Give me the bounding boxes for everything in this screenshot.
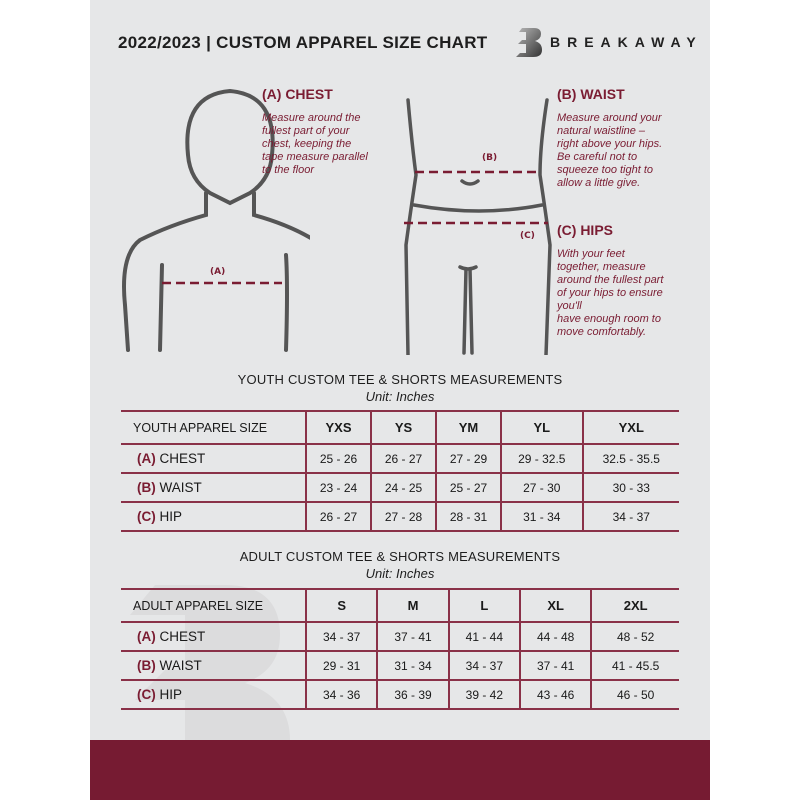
breakaway-logo-icon bbox=[514, 25, 544, 59]
table-cell: 37 - 41 bbox=[520, 651, 591, 680]
table-cell: 34 - 37 bbox=[583, 502, 679, 531]
adult-size-table bbox=[121, 588, 679, 710]
size-column-header: 2XL bbox=[591, 589, 679, 622]
adult-unit: Unit: Inches bbox=[365, 566, 435, 581]
size-column-header: YL bbox=[501, 411, 583, 444]
page-title: 2022/2023 | CUSTOM APPAREL SIZE CHART bbox=[118, 33, 488, 52]
table-cell: 43 - 46 bbox=[520, 680, 591, 709]
youth-unit: Unit: Inches bbox=[365, 389, 435, 404]
measurement-name: HIP bbox=[159, 687, 183, 702]
table-row bbox=[121, 444, 679, 473]
table-cell: 28 - 31 bbox=[436, 502, 501, 531]
waist-heading: (B) WAIST bbox=[557, 86, 625, 102]
table-row bbox=[121, 680, 679, 709]
measurement-name: CHEST bbox=[159, 451, 206, 466]
table-cell: 46 - 50 bbox=[591, 680, 679, 709]
measurement-code: (A) bbox=[137, 451, 156, 466]
size-chart-page bbox=[90, 0, 710, 800]
lower-body-figure bbox=[390, 95, 555, 355]
table-row bbox=[121, 502, 679, 531]
measurement-label bbox=[121, 473, 306, 502]
measurement-label bbox=[121, 502, 306, 531]
brand-name: BREAKAWAY bbox=[550, 34, 703, 50]
table-cell: 23 - 24 bbox=[306, 473, 371, 502]
table-cell: 36 - 39 bbox=[377, 680, 448, 709]
table-cell: 41 - 45.5 bbox=[591, 651, 679, 680]
table-cell: 48 - 52 bbox=[591, 622, 679, 651]
measurement-name: CHEST bbox=[159, 629, 206, 644]
size-column-header: XL bbox=[520, 589, 591, 622]
size-column-header: YXS bbox=[306, 411, 371, 444]
measurement-code: (A) bbox=[137, 629, 156, 644]
table-cell: 34 - 37 bbox=[449, 651, 520, 680]
hips-heading: (C) HIPS bbox=[557, 222, 613, 238]
size-column-header: S bbox=[306, 589, 377, 622]
size-header: ADULT APPAREL SIZE bbox=[121, 589, 306, 622]
waist-marker-label: (B) bbox=[482, 153, 498, 163]
measurement-code: (B) bbox=[137, 480, 156, 495]
table-row bbox=[121, 651, 679, 680]
size-column-header: L bbox=[449, 589, 520, 622]
chest-description: Measure around the fullest part of your chest, keeping the tape measure parallel to the floor bbox=[262, 112, 368, 176]
table-cell: 25 - 26 bbox=[306, 444, 371, 473]
table-cell: 44 - 48 bbox=[520, 622, 591, 651]
measurement-name: WAIST bbox=[159, 480, 202, 495]
size-column-header: YXL bbox=[583, 411, 679, 444]
table-cell: 27 - 29 bbox=[436, 444, 501, 473]
measurement-label bbox=[121, 444, 306, 473]
table-cell: 27 - 28 bbox=[371, 502, 436, 531]
table-header-row bbox=[121, 411, 679, 444]
table-cell: 41 - 44 bbox=[449, 622, 520, 651]
table-cell: 31 - 34 bbox=[501, 502, 583, 531]
size-header: YOUTH APPAREL SIZE bbox=[121, 411, 306, 444]
measurement-label bbox=[121, 680, 306, 709]
table-cell: 24 - 25 bbox=[371, 473, 436, 502]
table-cell: 37 - 41 bbox=[377, 622, 448, 651]
table-row bbox=[121, 622, 679, 651]
table-cell: 34 - 37 bbox=[306, 622, 377, 651]
measurement-name: WAIST bbox=[159, 658, 202, 673]
table-cell: 25 - 27 bbox=[436, 473, 501, 502]
measurement-label bbox=[121, 651, 306, 680]
chest-marker-label: (A) bbox=[210, 267, 226, 277]
youth-size-table bbox=[121, 410, 679, 532]
table-cell: 30 - 33 bbox=[583, 473, 679, 502]
measurement-code: (C) bbox=[137, 509, 156, 524]
measurement-code: (B) bbox=[137, 658, 156, 673]
table-cell: 32.5 - 35.5 bbox=[583, 444, 679, 473]
size-column-header: M bbox=[377, 589, 448, 622]
chest-heading: (A) CHEST bbox=[262, 86, 333, 102]
waist-description: Measure around your natural waistline – right above your hips. Be careful not to squeeze too tight to allow a little give. bbox=[557, 112, 663, 189]
footer-band bbox=[90, 740, 710, 800]
table-cell: 27 - 30 bbox=[501, 473, 583, 502]
table-header-row bbox=[121, 589, 679, 622]
measurement-code: (C) bbox=[137, 687, 156, 702]
hips-marker-label: (C) bbox=[520, 231, 535, 241]
table-cell: 31 - 34 bbox=[377, 651, 448, 680]
table-cell: 29 - 31 bbox=[306, 651, 377, 680]
table-cell: 29 - 32.5 bbox=[501, 444, 583, 473]
size-column-header: YS bbox=[371, 411, 436, 444]
table-cell: 34 - 36 bbox=[306, 680, 377, 709]
hips-description: With your feet together, measure around the fullest part of your hips to ensure you'll have enough room to move comfortably. bbox=[557, 248, 664, 338]
table-cell: 26 - 27 bbox=[371, 444, 436, 473]
measurement-label bbox=[121, 622, 306, 651]
table-row bbox=[121, 473, 679, 502]
youth-section-title: YOUTH CUSTOM TEE & SHORTS MEASUREMENTS bbox=[237, 372, 563, 387]
measurement-name: HIP bbox=[159, 509, 183, 524]
table-cell: 26 - 27 bbox=[306, 502, 371, 531]
adult-section-title: ADULT CUSTOM TEE & SHORTS MEASUREMENTS bbox=[239, 549, 561, 564]
table-cell: 39 - 42 bbox=[449, 680, 520, 709]
size-column-header: YM bbox=[436, 411, 501, 444]
